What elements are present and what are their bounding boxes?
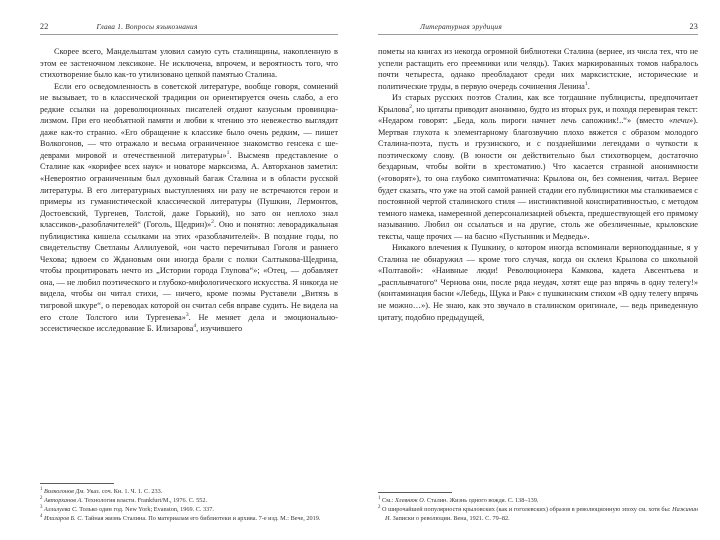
footnote-item xyxy=(40,515,338,524)
footnote-author: Илизаров Б. С. xyxy=(44,514,84,522)
chapter-title-left: Глава 1. Вопросы языкознания xyxy=(96,22,198,31)
footnote-marker-2[interactable]: 2 xyxy=(211,219,214,226)
footnote-marker-2[interactable]: 2 xyxy=(409,103,413,110)
right-page xyxy=(360,0,720,540)
footnotes-right xyxy=(378,492,698,524)
footnote-number: 1 xyxy=(40,486,43,492)
footnote-rule xyxy=(378,492,452,493)
paragraph-continuation: пометы на книгах из некогда огромной библиотеки Сталина (вернее, из числа тех, что не успели растащить его преемники или челядь). Таких маркированных томов набралось почти четыреста, однако преобладают среди них марксистские, исторические и политические труды, в первую очередь сочинения Ленина$^1$. xyxy=(378,47,698,91)
footnote-item xyxy=(40,497,338,506)
footnote-item xyxy=(40,506,338,515)
footnote-number: 3 xyxy=(40,504,43,510)
footnote-number: 4 xyxy=(40,513,43,519)
footnote-text: Указ. соч. Кн. 1. Ч. 1. С. 233. xyxy=(84,487,163,495)
footnote-item xyxy=(378,506,698,523)
footnote-marker-4[interactable]: 4 xyxy=(193,323,197,330)
footnotes-left xyxy=(40,483,338,524)
footnote-rule xyxy=(40,483,114,484)
footnote-post: Записки о революции. Вена, 1921. С. 79–82. xyxy=(391,514,510,522)
footnote-author: Авторханов А. xyxy=(44,496,83,504)
footnote-text: Технология власти. Frankfurt/M., 1976. С. 552. xyxy=(82,496,208,504)
paragraph-2: Если его осведомленность в советской литературе, вообще говоря, сомнений не вызывает, то в классической традиции он ориентируется очень слабо, а его редкие ссылки на дореволюционных писателей отдают казусным провинциализмом. При его необъятной памяти и любви к чтению это невежество выглядит даже как-то странно. «Его обращение к классике было очень редким, — пишет Волкогонов, — что отражало и весьма ограниченное знакомство генсека с шедеврами мировой и отечественной литературы»$^1$. Высмеяв представление о Сталине как «корифее всех наук» и новаторе марксизма, А. Авторханов заметил: «Невероятно ограниченным был духовный багаж Сталина и в области русской литературы. В его литературных выступлениях ни разу не встречаются герои и примеры из гуманистической классической литературы (Пушкин, Лермонтов, Достоевский, Тургенев, Толстой, даже Горький), но зато он неплохо знал классиков-„разоблачителей“ (Гоголь, Щедрин)»$^2$. Оно и понятно: леворадикальная публицистика кишела ссылками на этих «разоблачителей». В поздние годы, по свидетельству Светланы Аллилуевой, «он часто перечитывал Гоголя и раннего Чехова; вдвоем со Ждановым они иногда брали с полки Салтыкова-Щедрина, чтобы процитировать нечто из „Истории города Глупова“»; «Отец, — добавляет она, — не любил поэтического и глубоко-мифологического искусства. Я никогда не видела, чтобы он читал стихи, — ничего, кроме поэмы Руставели „Витязь в тигровой шкуре“, о переводах которой он считал себя вправе судить. Не видела на его столе Толстого или Тургенева»$^3$. Не меняет дела и эмоционально-эссеистическое исследование Б. Илизарова$^4$, изучившего xyxy=(40,81,338,334)
footnote-author: Аллилуева С. xyxy=(44,505,78,513)
section-title-right: Литературная эрудиция xyxy=(420,22,502,31)
page-number-left: 22 xyxy=(40,22,49,31)
running-head-left xyxy=(40,22,338,35)
footnote-marker-1[interactable]: 1 xyxy=(226,150,230,157)
footnote-item xyxy=(378,497,698,506)
running-head-right xyxy=(378,22,698,35)
footnote-marker-3[interactable]: 3 xyxy=(185,311,189,318)
right-page-body xyxy=(378,46,698,323)
left-page-body xyxy=(40,46,338,335)
footnote-author: Нажинин И. xyxy=(385,506,698,522)
footnote-number: 1 xyxy=(378,496,381,502)
footnote-text: Сталин. Жизнь одного вождя. С. 138–139. xyxy=(425,497,539,505)
paragraph-1: Скорее всего, Мандельштам уловил самую суть сталинщины, накопленную в этом ее застеночном лексиконе. Не исключена, впрочем, и вероятность того, что стихотворение было как-то утилизовано цепкой памятью Сталина. xyxy=(40,47,338,80)
footnote-item xyxy=(40,488,338,497)
footnote-number: 2 xyxy=(378,505,381,511)
footnote-prefix: См.: xyxy=(382,497,396,505)
paragraph-4: Никакого влечения к Пушкину, о котором иногда вспоминали верноподданные, я у Сталина не обнаружил — кроме того случая, когда он склеил Крылова со школьной «Полтавой»: «Наивные люди! Революционера Камкова, кадета Авсентьева и „расплывчатого“ Чернова они, после ряда неудач, хотят еще раз впрячь в одну телегу!» (контаминация басни «Лебедь, Щука и Рак» с пушкинским стихом «В одну телегу впрячь не можно…»). Не знаю, как это звучало в сталинском оригинале, — ведь приведенную цитату, подобно предыдущей, xyxy=(378,243,698,322)
footnote-author: Хлевнюк О. xyxy=(395,497,426,505)
footnote-author: Волкогонов Дм. xyxy=(44,487,85,495)
footnote-number: 2 xyxy=(40,495,43,501)
footnote-text: Тайная жизнь Сталина. По материалам его библиотеки и архива. 7-е изд. М.: Вече, 2019. xyxy=(83,514,321,522)
page-number-right: 23 xyxy=(689,22,698,31)
footnote-text: Только один год. New York; Evanston, 1969. С. 337. xyxy=(77,505,214,513)
footnote-pre: О широчайшей популярности крыловских (как и гоголевских) образов в революционную эпоху см. хотя бы: xyxy=(382,506,673,514)
footnote-marker-1[interactable]: 1 xyxy=(584,80,588,87)
paragraph-3: Из старых русских поэтов Сталин, как все тогдашние публицисты, предпочитает Крылова$^2$, но цитаты приводит анонимно, будто из вторых рук, и походя перевирая текст: «Недаром говорят: „Беда, коль пироги начнет печь сапожник!..“» (вместо «печи»). Мертвая глухота к элементарному благозвучию плохо вяжется с образом молодого Сталина-поэта, пусть и грузинского, и с позднейшими легендами о чуткости к поэтическому слову. (В юности он действительно был стихотворцем, достаточно бездарным, чтобы войти в хрестоматию.) Что касается странной анонимности («говорят»), то она глубоко симптоматична: Крылова он, без сомнения, читал. Вернее будет сказать, что уже на этой самой ранней стадии его публицистики мы сталкиваемся с постоянной чертой сталинского стиля — инстинктивной конспиративностью, с методом темного намека, намеренной деперсонализацией объекта, предшествующей его прямому называнию. Любил он ссылаться и на другие, столь же обезличенные, крыловские тексты, чаще прочих — на басню «Пустынник и Медведь». xyxy=(378,93,698,241)
